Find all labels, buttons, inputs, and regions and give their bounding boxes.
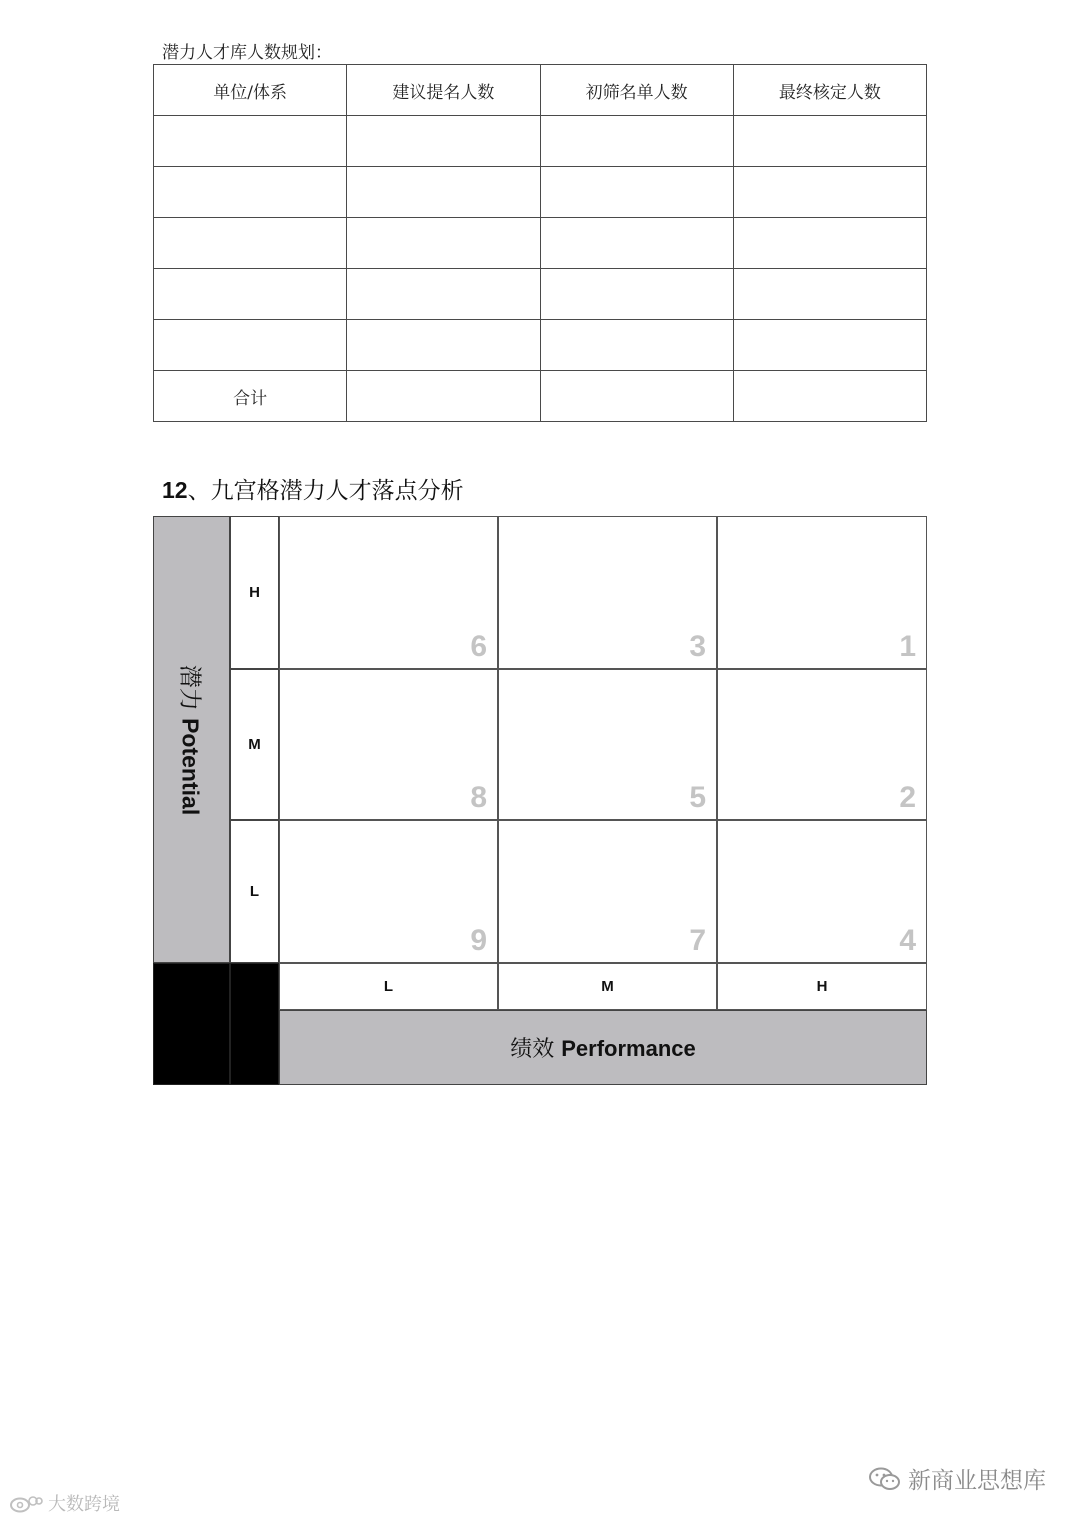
total-label: 合计 — [154, 371, 347, 422]
table-cell[interactable] — [347, 116, 540, 167]
potential-cn: 潜力 — [176, 664, 202, 711]
table-cell[interactable] — [154, 116, 347, 167]
table-row — [154, 320, 927, 371]
grid-cell — [498, 669, 717, 820]
section-number: 12 — [162, 477, 188, 503]
grid-cell — [498, 516, 717, 669]
cell-number: 2 — [899, 781, 916, 814]
table-total-row — [154, 371, 927, 422]
corner-block — [230, 963, 279, 1085]
performance-axis — [279, 1010, 927, 1085]
potential-en: Potential — [177, 717, 203, 815]
table-cell[interactable] — [154, 218, 347, 269]
table-cell[interactable] — [347, 218, 540, 269]
col-label-high: H — [717, 963, 927, 1010]
cell-number: 7 — [689, 924, 706, 957]
table-cell[interactable] — [540, 218, 733, 269]
header-final: 最终核定人数 — [733, 65, 926, 116]
wechat-watermark — [868, 1462, 1046, 1495]
grid-cell — [498, 820, 717, 963]
row-label-medium: M — [230, 669, 279, 820]
potential-axis — [153, 516, 230, 963]
table-row — [154, 218, 927, 269]
table-cell[interactable] — [733, 116, 926, 167]
table-cell[interactable] — [733, 371, 926, 422]
table-cell[interactable] — [154, 167, 347, 218]
talent-pool-plan-table — [153, 64, 927, 422]
table-cell[interactable] — [347, 269, 540, 320]
weibo-watermark-text: 大数跨境 — [48, 1494, 120, 1515]
section-title — [162, 472, 464, 505]
weibo-watermark — [8, 1490, 120, 1516]
header-proposed: 建议提名人数 — [347, 65, 540, 116]
performance-axis-label — [510, 1032, 696, 1063]
cell-number: 3 — [689, 630, 706, 663]
table-cell[interactable] — [733, 320, 926, 371]
wechat-icon — [868, 1466, 902, 1492]
section-title-text: 、九宫格潜力人才落点分析 — [187, 478, 464, 504]
table-cell[interactable] — [154, 320, 347, 371]
table-row — [154, 269, 927, 320]
cell-number: 1 — [899, 630, 916, 663]
table-cell[interactable] — [347, 167, 540, 218]
performance-cn: 绩效 — [510, 1037, 555, 1062]
table-row — [154, 116, 927, 167]
nine-box-grid — [153, 516, 927, 1085]
grid-cell — [717, 820, 927, 963]
table-cell[interactable] — [733, 167, 926, 218]
cell-number: 8 — [470, 781, 487, 814]
col-label-medium: M — [498, 963, 717, 1010]
table-cell[interactable] — [347, 371, 540, 422]
grid-cell — [279, 516, 498, 669]
performance-en: Performance — [561, 1036, 696, 1061]
cell-number: 9 — [470, 924, 487, 957]
cell-number: 4 — [899, 924, 916, 957]
col-label-low: L — [279, 963, 498, 1010]
corner-block — [153, 963, 230, 1085]
table-cell[interactable] — [347, 320, 540, 371]
table-cell[interactable] — [540, 167, 733, 218]
table-cell[interactable] — [540, 320, 733, 371]
table-header-row — [154, 65, 927, 116]
plan-caption: 潜力人才库人数规划： — [162, 43, 332, 63]
table-cell[interactable] — [733, 269, 926, 320]
grid-cell — [717, 516, 927, 669]
table-cell[interactable] — [540, 116, 733, 167]
cell-number: 6 — [470, 630, 487, 663]
row-label-high: H — [230, 516, 279, 669]
table-cell[interactable] — [154, 269, 347, 320]
wechat-watermark-text: 新商业思想库 — [908, 1468, 1046, 1494]
weibo-icon — [8, 1492, 44, 1514]
table-row — [154, 167, 927, 218]
grid-cell — [279, 820, 498, 963]
table-cell[interactable] — [733, 218, 926, 269]
header-screened: 初筛名单人数 — [540, 65, 733, 116]
header-unit: 单位/体系 — [154, 65, 347, 116]
cell-number: 5 — [689, 781, 706, 814]
row-label-low: L — [230, 820, 279, 963]
potential-axis-label — [175, 664, 208, 814]
grid-cell — [279, 669, 498, 820]
table-cell[interactable] — [540, 269, 733, 320]
table-cell[interactable] — [540, 371, 733, 422]
grid-cell — [717, 669, 927, 820]
